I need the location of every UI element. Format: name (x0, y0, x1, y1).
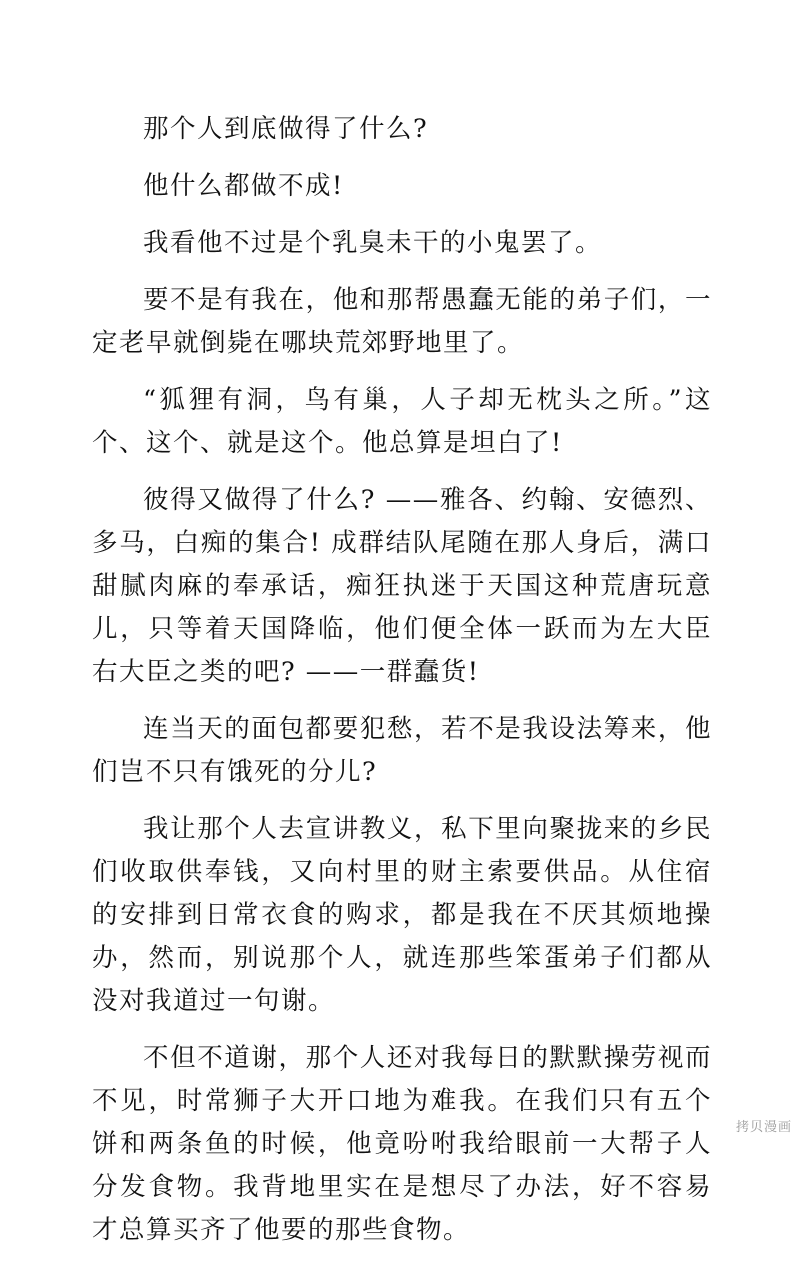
watermark: 拷贝漫画 (735, 1120, 792, 1135)
document-body (92, 108, 712, 1266)
paragraph-8: 我让那个人去宣讲教义，私下里向聚拢来的乡民们收取供奉钱，又向村里的财主索要供品。从住宿的安排到日常衣食的购求，都是我在不厌其烦地操办，然而，别说那个人，就连那些笨蛋弟子们都从没对我道过一句谢。 (92, 814, 712, 1016)
paragraph-5: “狐狸有洞，鸟有巢，人子却无枕头之所。”这个、这个、就是这个。他总算是坦白了! (92, 385, 712, 458)
paragraph-1: 那个人到底做得了什么? (143, 114, 429, 144)
paragraph-2: 他什么都做不成! (143, 171, 344, 201)
paragraph-3: 我看他不过是个乳臭未干的小鬼罢了。 (143, 228, 603, 258)
paragraph-9: 不但不道谢，那个人还对我每日的默默操劳视而不见，时常狮子大开口地为难我。在我们只有五个饼和两条鱼的时候，他竟吩咐我给眼前一大帮子人分发食物。我背地里实在是想尽了办法，好不容易才总算买齐了他要的那些食物。 (92, 1043, 712, 1245)
paragraph-6: 彼得又做得了什么? ——雅各、约翰、安德烈、多马，白痴的集合! 成群结队尾随在那人身后，满口甜腻肉麻的奉承话，痴狂执迷于天国这种荒唐玩意儿，只等着天国降临，他们便全体一跃而为左大臣右大臣之类的吧? ——一群蠢货! (92, 485, 712, 687)
paragraph-4: 要不是有我在，他和那帮愚蠢无能的弟子们，一定老早就倒毙在哪块荒郊野地里了。 (92, 285, 712, 358)
paragraph-7: 连当天的面包都要犯愁，若不是我设法筹来，他们岂不只有饿死的分儿? (92, 714, 712, 787)
